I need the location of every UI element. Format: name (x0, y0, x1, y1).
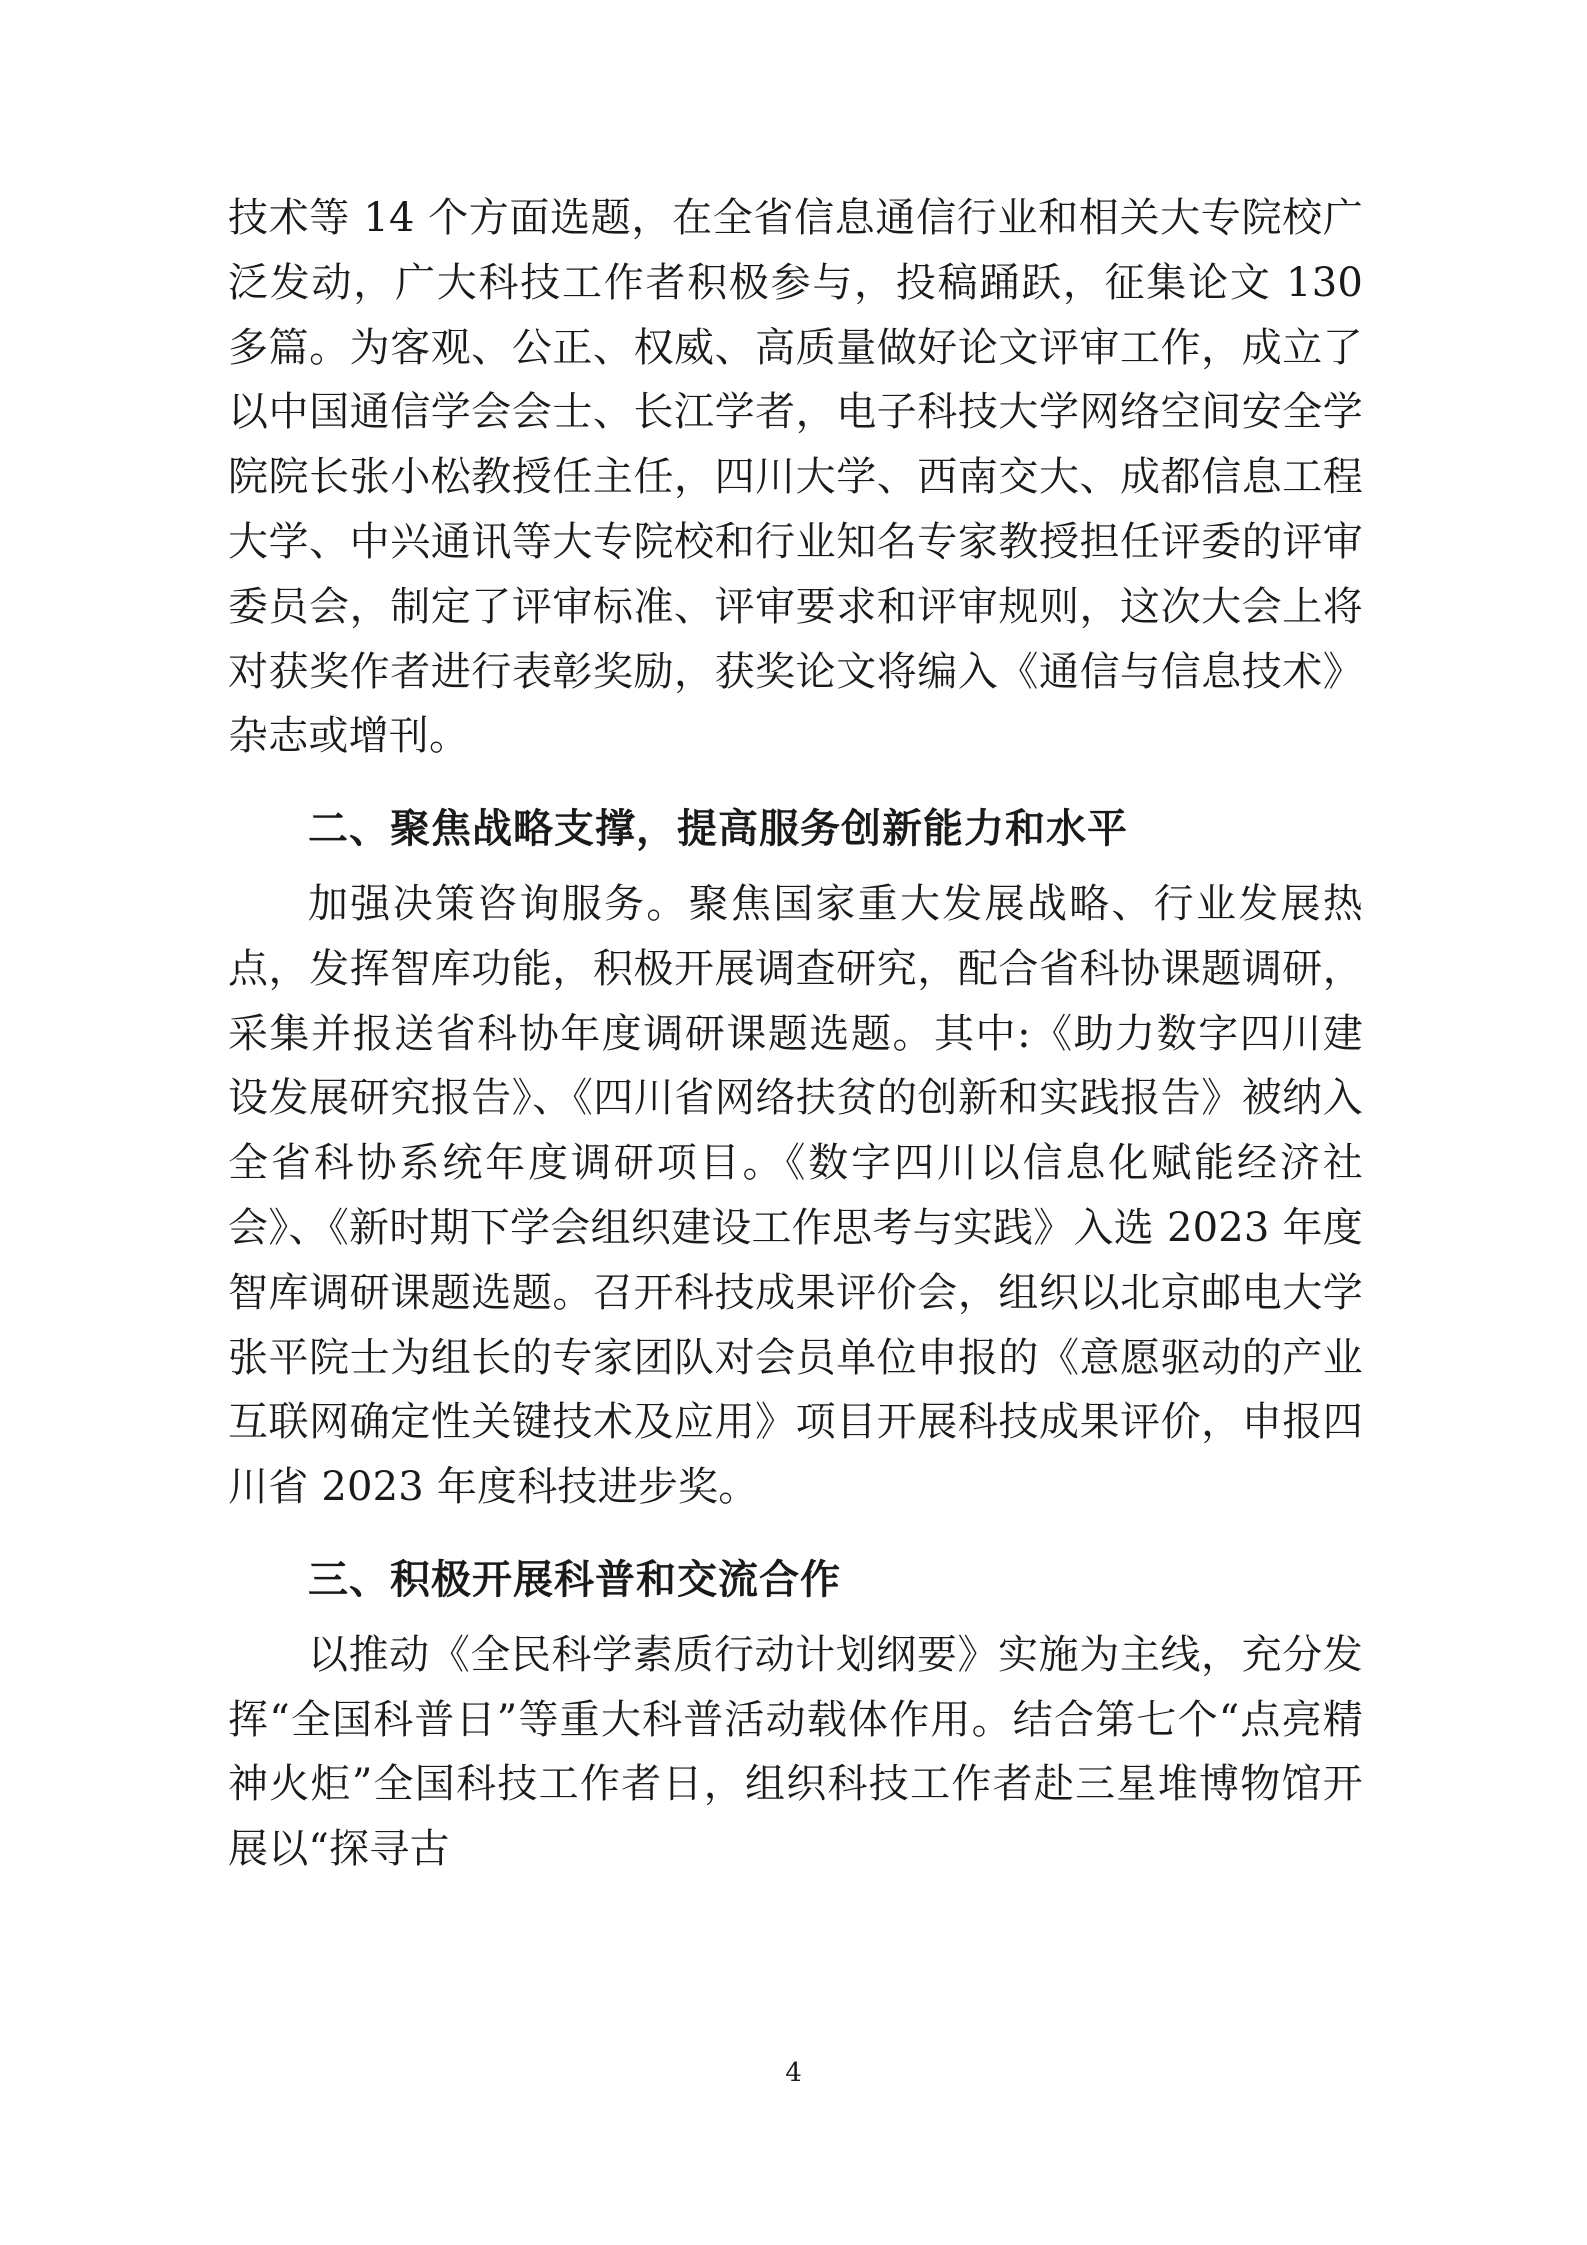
page-number: 4 (785, 2058, 802, 2088)
paragraph-1: 技术等 14 个方面选题，在全省信息通信行业和相关大专院校广泛发动，广大科技工作者积极参与，投稿踊跃，征集论文 130 多篇。为客观、公正、权威、高质量做好论文评审工作，成立了以中国通信学会会士、长江学者，电子科技大学网络空间安全学院院长张小松教授任主任，四川大学、西南交大、成都信息工程大学、中兴通讯等大专院校和行业知名专家教授担任评委的评审委员会，制定了评审标准、评审要求和评审规则，这次大会上将对获奖作者进行表彰奖励，获奖论文将编入《通信与信息技术》杂志或增刊。 (228, 195, 1363, 760)
paragraph-3: 以推动《全民科学素质行动计划纲要》实施为主线，充分发挥“全国科普日”等重大科普活动载体作用。结合第七个“点亮精神火炬”全国科技工作者日，组织科技工作者赴三星堆博物馆开展以“探寻古 (228, 1631, 1363, 1873)
paragraph-2: 加强决策咨询服务。聚焦国家重大发展战略、行业发展热点，发挥智库功能，积极开展调查研究，配合省科协课题调研，采集并报送省科协年度调研课题选题。其中:《助力数字四川建设发展研究报告》、《四川省网络扶贫的创新和实践报告》被纳入全省科协系统年度调研项目。《数字四川以信息化赋能经济社会》、《新时期下学会组织建设工作思考与实践》入选 2023 年度智库调研课题选题。召开科技成果评价会，组织以北京邮电大学张平院士为组长的专家团队对会员单位申报的《意愿驱动的产业互联网确定性关键技术及应用》项目开展科技成果评价，申报四川省 2023 年度科技进步奖。 (228, 880, 1363, 1511)
page-content (228, 186, 1363, 1882)
section-heading-2: 二、聚焦战略支撑，提高服务创新能力和水平 (308, 805, 1128, 853)
section-heading-3: 三、积极开展科普和交流合作 (308, 1555, 841, 1603)
